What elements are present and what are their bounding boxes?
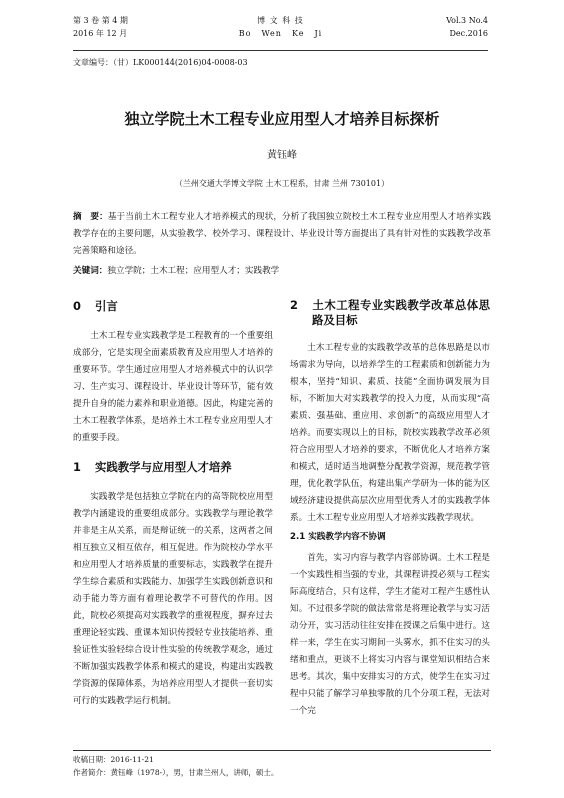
paragraph: 土木工程专业的实践教学改革的总体思路是以市场需求为导向，以培养学生的工程素质和创新能力为根本，坚持“知识、素质、技能”全面协调发展为目标，不断加大对实践教学的投入力度，从而实现“高素质、强基础、重应用、求创新”的高级应用型人才培养。而要实现以上的目标，院校实践教学改革必须符合应用型人才培养的要求，不断优化人才培养方案和模式，适时适当地调整分配教学资源，规范教学管理，优化教学队伍，构建出集产学研为一体的能为区域经济建设提供高层次应用型优秀人才的实践教学体系。土木工程专业应用型人才培养实践教学现状。 [290, 343, 490, 523]
keywords [73, 263, 491, 279]
left-column [73, 298, 273, 710]
running-header [73, 14, 488, 51]
volume-en: Vol.3 No.4 [446, 16, 488, 25]
doc-number: 文章编号：（甘）LK000144(2016)04-0008-03 [73, 58, 248, 67]
journal-name-pinyin [73, 27, 488, 40]
pinyin-word: Ji [314, 29, 323, 38]
section-title: 土木工程专业实践教学改革总体思路及目标 [312, 298, 490, 327]
paragraph: 实践教学是包括独立学院在内的高等院校应用型教学内涵建设的重要组成部分。实践教学与理论教学并非是主从关系，而是辩证统一的关系，这两者之间相互独立又相互依存，相互促进。作为院校办学水平和应用型人才培养质量的重要标志，实践教学在提升学生综合素质和实践能力、加强学生实践创新意识和动手能力等方面有着理论教学不可替代的作用。因此，院校必须提高对实践教学的重视程度，摒弃过去重理论轻实践、重课本知识传授轻专业技能培养、重验证性实验轻综合设计性实验的传统教学观念，通过不断加强实践教学体系和模式的建设，构建出实践教学资源的保障体系，为培养应用型人才提供一套切实可行的实践教学运行机制。 [73, 492, 273, 706]
keywords-label: 关键词： [73, 266, 108, 276]
abstract-label: 摘 要： [73, 212, 108, 222]
date-en: Dec.2016 [449, 29, 488, 38]
journal-name-cn: 博 文 科 技 [257, 16, 304, 25]
section-title: 实践教学与应用型人才培养 [95, 460, 232, 474]
author-bio: 作者简介：黄钰峰（1978-），男，甘肃兰州人，讲师，硕士。 [73, 768, 279, 777]
section-heading [73, 459, 273, 475]
paragraph: 土木工程专业实践教学是工程教育的一个重要组成部分，它是实现全面素质教育及应用型人才培养的重要环节。学生通过应用型人才培养模式中的认识学习、生产实习、课程设计、毕业设计等环节，能有效提升自身的能力素养和职业道德。因此，构建完善的土木工程教学体系，是培养土木工程专业应用型人才的重要手段。 [73, 331, 273, 443]
footnote [73, 750, 491, 779]
volume-issue: 第 3 卷 第 4 期 [73, 16, 128, 25]
abstract [73, 209, 491, 260]
subsection-heading: 2.1 实践教学内容不协调 [290, 532, 386, 542]
pinyin-word: Bo [238, 29, 252, 38]
section-number: 1 [73, 460, 81, 474]
author-name: 黄钰峰 [267, 150, 297, 161]
section-number: 0 [73, 299, 81, 313]
section-number: 2 [290, 298, 298, 312]
journal-name [73, 14, 488, 40]
issue-date: 2016 年 12 月 [73, 29, 128, 38]
journal-volume-en [446, 14, 488, 40]
right-column [290, 298, 490, 720]
section-heading [73, 298, 273, 314]
received-date: 收稿日期：2016-11-21 [73, 755, 154, 764]
paragraph: 首先，实习内容与教学内容部协调。土木工程是一个实践性相当强的专业，其课程讲授必须与工程实际高度结合，只有这样，学生才能对工程产生感性认知。不过很多学院的做法常常是将理论教学与实习活动分开，实习活动往往安排在授课之后集中进行。这样一来，学生在实习期间一头雾水，抓不住实习的头绪和重点，更谈不上将实习内容与课堂知识相结合来思考。其次，集中安排实习的方式，使学生在实习过程中只能了解学习单独零散的几个分项工程，无法对一个完 [290, 553, 490, 716]
keywords-text: 独立学院；土木工程；应用型人才；实践教学 [107, 266, 280, 276]
section-title: 引言 [95, 299, 118, 313]
affiliation: （兰州交通大学博文学院 土木工程系，甘肃 兰州 730101） [174, 179, 390, 188]
pinyin-word: Wen [261, 29, 282, 38]
pinyin-word: Ke [291, 29, 305, 38]
paper-title: 独立学院土木工程专业应用型人才培养目标探析 [124, 110, 440, 128]
abstract-text: 基于当前土木工程专业人才培养模式的现状，分析了我国独立院校土木工程专业应用型人才培养实践教学存在的主要问题，从实验教学、校外学习、课程设计、毕业设计等方面提出了具有针对性的实践教学改革完善策略和途径。 [73, 212, 491, 256]
section-heading [290, 298, 490, 328]
